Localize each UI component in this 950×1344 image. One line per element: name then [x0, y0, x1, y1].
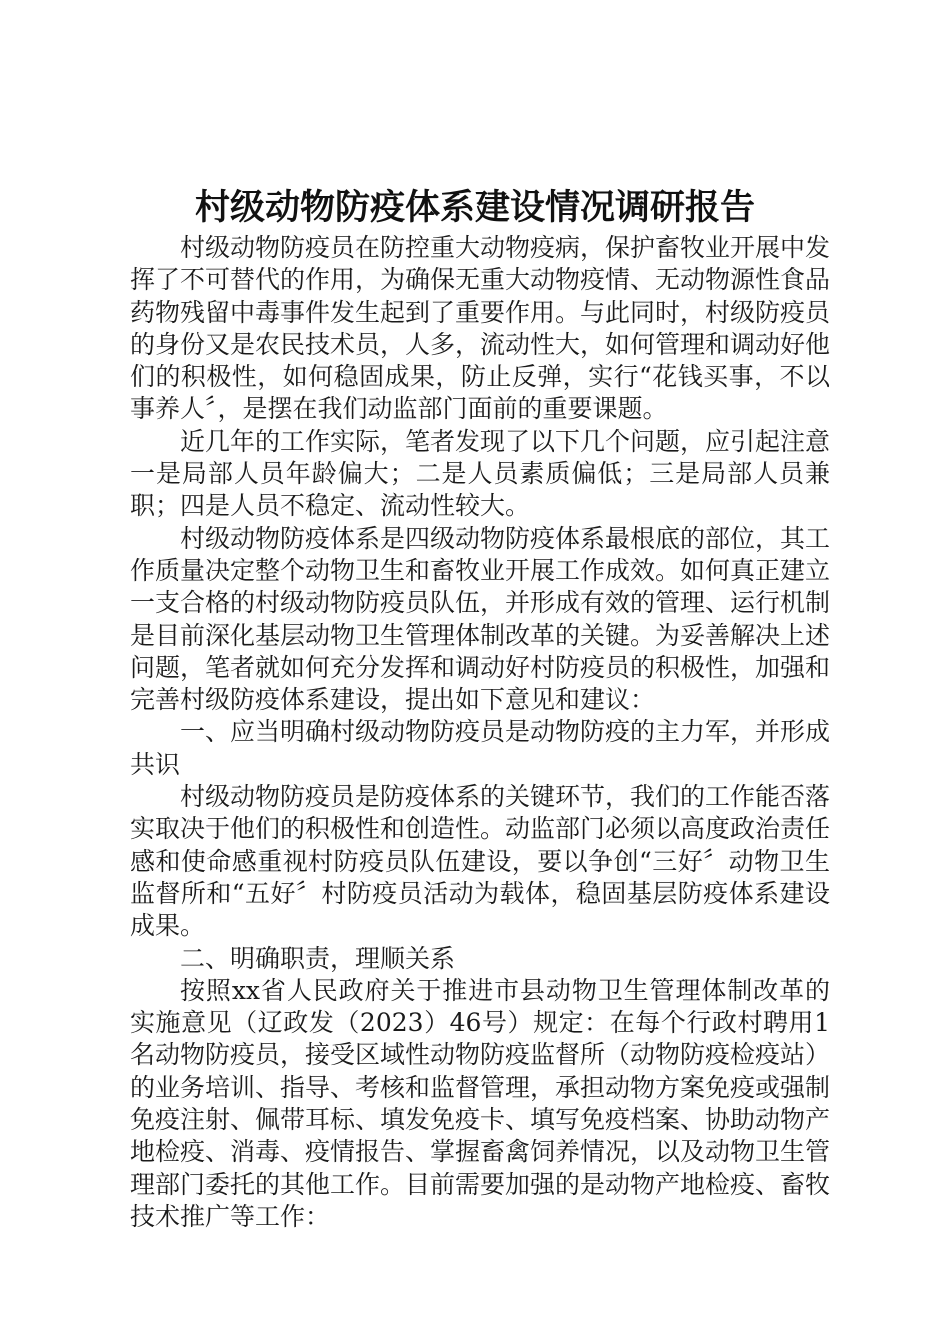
paragraph-section-1: 村级动物防疫员是防疫体系的关键环节，我们的工作能否落实取决于他们的积极性和创造性。动监部门必须以高度政治责任感和使命感重视村防疫员队伍建设，要以争创“三好〞动物卫生监督所和“五好〞村防疫员活动为载体，稳固基层防疫体系建设成果。 — [130, 782, 831, 941]
document-title: 村级动物防疫体系建设情况调研报告 — [194, 187, 755, 228]
section-heading-2: 二、明确职责，理顺关系 — [180, 943, 456, 973]
paragraph-intro: 村级动物防疫员在防控重大动物疫病，保护畜牧业开展中发挥了不可替代的作用，为确保无重大动物疫情、无动物源性食品药物残留中毒事件发生起到了重要作用。与此同时，村级防疫员的身份又是农民技术员，人多，流动性大，如何管理和调动好他们的积极性，如何稳固成果，防止反弹，实行“花钱买事，不以事养人〞，是摆在我们动监部门面前的重要课题。 — [130, 233, 831, 424]
document-body — [130, 232, 830, 1233]
paragraph-system-importance: 村级动物防疫体系是四级动物防疫体系最根底的部位，其工作质量决定整个动物卫生和畜牧业开展工作成效。如何真正建立一支合格的村级动物防疫员队伍，并形成有效的管理、运行机制是目前深化基层动物卫生管理体制改革的关键。为妥善解决上述问题，笔者就如何充分发挥和调动好村防疫员的积极性，加强和完善村级防疫体系建设，提出如下意见和建议： — [130, 523, 831, 715]
section-heading-1: 一、应当明确村级动物防疫员是动物防疫的主力军，并形成共识 — [130, 717, 831, 779]
paragraph-problems: 近几年的工作实际，笔者发现了以下几个问题，应引起注意一是局部人员年龄偏大；二是人员素质偏低；三是局部人员兼职；四是人员不稳定、流动性较大。 — [130, 426, 831, 521]
paragraph-section-2: 按照xx省人民政府关于推进市县动物卫生管理体制改革的实施意见（辽政发（2023）46号）规定：在每个行政村聘用1名动物防疫员，接受区域性动物防疫监督所（动物防疫检疫站）的业务培训、指导、考核和监督管理，承担动物方案免疫或强制免疫注射、佩带耳标、填发免疫卡、填写免疫档案、协助动物产地检疫、消毒、疫情报告、掌握畜禽饲养情况，以及动物卫生管理部门委托的其他工作。目前需要加强的是动物产地检疫、畜牧技术推广等工作： — [130, 975, 831, 1231]
